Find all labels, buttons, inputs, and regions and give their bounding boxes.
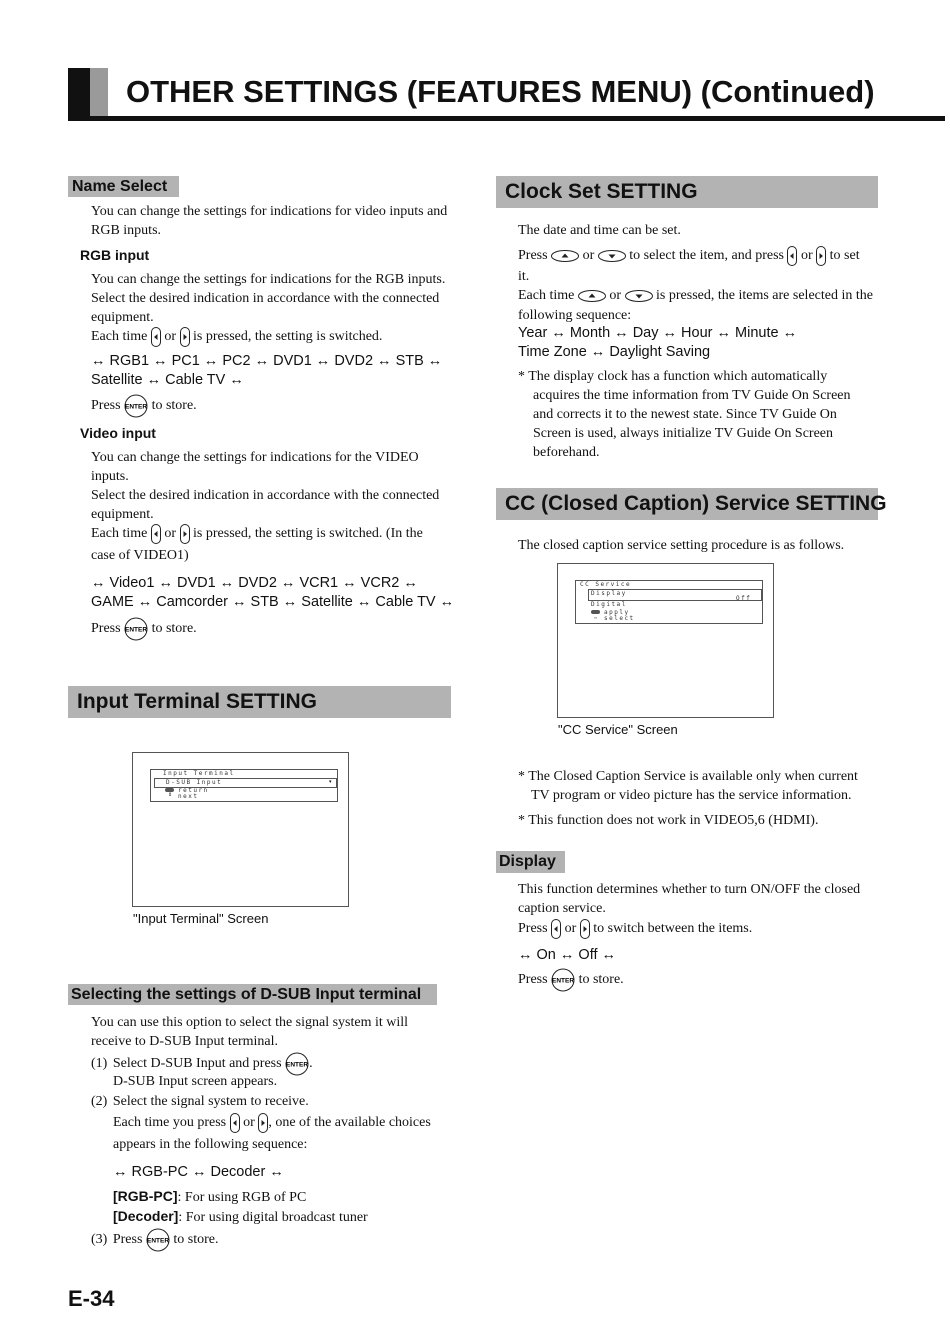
screen-next-label: next xyxy=(178,793,199,800)
rgb-input-body xyxy=(91,270,461,347)
cc-heading: CC (Closed Caption) Service SETTING xyxy=(505,492,887,515)
left-arrow-button-icon xyxy=(787,246,797,266)
text-span: Press xyxy=(91,398,121,414)
text-span: Each time xyxy=(91,526,148,542)
right-arrow-button-icon xyxy=(580,919,590,939)
text-span: to set xyxy=(829,248,860,263)
text-span: Each time you press xyxy=(113,1115,227,1131)
cc-service-screen xyxy=(557,563,774,718)
text-line: * This function does not work in VIDEO5,6 (HDMI). xyxy=(518,813,819,828)
text-span: Press xyxy=(112,1232,143,1248)
text-line: equipment. xyxy=(91,507,154,522)
text-span: Each time xyxy=(91,329,148,345)
text-span: or xyxy=(564,921,577,936)
clock-heading: Clock Set SETTING xyxy=(505,180,698,203)
text-span: is pressed, the items are selected in the xyxy=(656,288,873,303)
header-black-block xyxy=(68,68,90,116)
screen-display-label: Display xyxy=(591,590,627,597)
text-span: Press xyxy=(518,972,548,988)
text-span: to select the item, and press xyxy=(629,248,784,263)
page-number: E-34 xyxy=(68,1286,115,1311)
rgb-press-store xyxy=(91,394,197,418)
step-number: (2) xyxy=(91,1094,108,1110)
screen-digital-label: Digital xyxy=(591,601,627,608)
screen-updown-icon: ⇕ xyxy=(168,793,173,798)
text-line: inputs. xyxy=(91,469,129,484)
text-span: or xyxy=(243,1115,255,1131)
text-span: Press xyxy=(91,621,121,637)
right-arrow-button-icon xyxy=(816,246,826,266)
enter-button-icon xyxy=(124,617,148,641)
text-span: Press xyxy=(518,921,548,936)
text-line: You can use this option to select the signal system it will xyxy=(91,1015,409,1030)
text-span: or xyxy=(582,248,595,263)
text-line xyxy=(518,918,883,940)
right-arrow-button-icon xyxy=(180,327,190,347)
text-line: equipment. xyxy=(91,310,154,325)
text-line: it. xyxy=(518,269,530,284)
svg-text:ENTER: ENTER xyxy=(125,403,148,411)
video-press-store xyxy=(91,617,197,641)
step-2 xyxy=(91,1092,461,1111)
screen-leftright-icon: ⇔ xyxy=(593,616,598,621)
screen-return-key-icon xyxy=(165,788,174,792)
text-line xyxy=(91,524,461,544)
text-span: Select D-SUB Input and press xyxy=(112,1056,282,1072)
definition-decoder xyxy=(113,1207,463,1227)
text-line: * The Closed Caption Service is available only when current xyxy=(518,769,858,784)
cc-caption: "CC Service" Screen xyxy=(558,722,678,737)
video-input-heading: Video input xyxy=(80,425,156,441)
text-line: Select the desired indication in accordance with the connected xyxy=(91,488,440,503)
definition-rgbpc xyxy=(113,1187,463,1207)
display-heading: Display xyxy=(499,853,556,870)
video-input-body xyxy=(91,448,461,565)
screen-apply-label: apply xyxy=(604,609,630,616)
screen-row-label: D-SUB Input xyxy=(166,779,223,786)
cc-notes xyxy=(518,767,883,830)
left-arrow-button-icon xyxy=(151,327,161,347)
text-line: caption service. xyxy=(518,901,606,916)
text-line: appears in the following sequence: xyxy=(113,1137,308,1153)
text-span: is pressed, the setting is switched. xyxy=(193,329,383,345)
screen-title: CC Service xyxy=(580,581,632,588)
definition-text: : For using RGB of PC xyxy=(177,1190,307,1205)
text-line: case of VIDEO1) xyxy=(91,548,189,564)
text-span: to store. xyxy=(173,1232,219,1248)
sequence-line: Year ↔ Month ↔ Day ↔ Hour ↔ Minute ↔ xyxy=(518,325,798,341)
up-arrow-button-icon xyxy=(230,1113,240,1133)
display-body xyxy=(518,880,883,940)
step-number: (3) xyxy=(91,1232,108,1248)
header-rule xyxy=(68,116,945,121)
video-sequence xyxy=(91,574,461,612)
svg-text:ENTER: ENTER xyxy=(286,1061,309,1069)
definition-label: [RGB-PC] xyxy=(113,1188,178,1204)
dsub-sequence: ↔ RGB-PC ↔ Decoder ↔ xyxy=(113,1164,284,1180)
text-span: Each time xyxy=(518,288,575,303)
enter-button-icon xyxy=(551,968,575,992)
text-line xyxy=(91,327,461,347)
up-arrow-button-icon xyxy=(551,250,579,262)
right-arrow-button-icon xyxy=(180,524,190,544)
text-span: Press xyxy=(518,248,548,263)
text-line xyxy=(91,1112,461,1134)
down-arrow-button-icon xyxy=(258,1113,268,1133)
step-number: (1) xyxy=(91,1056,108,1072)
up-arrow-button-icon xyxy=(578,290,606,302)
text-span: Select the signal system to receive. xyxy=(112,1094,309,1110)
name-select-heading: Name Select xyxy=(72,178,168,195)
screen-title: Input Terminal xyxy=(163,770,235,777)
input-terminal-caption: "Input Terminal" Screen xyxy=(133,911,269,926)
text-line: beforehand. xyxy=(533,445,600,460)
definition-text: : For using digital broadcast tuner xyxy=(178,1210,368,1225)
left-arrow-button-icon xyxy=(151,524,161,544)
sequence-line: ↔ RGB1 ↔ PC1 ↔ PC2 ↔ DVD1 ↔ DVD2 ↔ STB ↔ xyxy=(91,353,443,369)
down-arrow-button-icon xyxy=(625,290,653,302)
text-span: to store. xyxy=(151,398,197,414)
rgb-sequence xyxy=(91,352,461,390)
text-span: is pressed, the setting is switched. (In the xyxy=(193,526,423,542)
definition-label: [Decoder] xyxy=(113,1208,179,1224)
text-line: acquires the time information from TV Guide On Screen xyxy=(533,388,851,403)
rgb-input-heading: RGB input xyxy=(80,247,150,263)
text-span: or xyxy=(800,248,813,263)
input-terminal-heading: Input Terminal SETTING xyxy=(77,690,317,713)
text-line: and corrects it to the newest state. Since TV Guide On xyxy=(533,407,837,422)
dsub-heading: Selecting the settings of D-SUB Input terminal xyxy=(71,986,422,1003)
screen-dropdown-icon: ▾ xyxy=(329,780,332,785)
sequence-line: ↔ Video1 ↔ DVD1 ↔ DVD2 ↔ VCR1 ↔ VCR2 ↔ xyxy=(91,575,418,591)
sequence-line: Satellite ↔ Cable TV ↔ xyxy=(91,372,244,388)
name-select-intro xyxy=(91,202,461,240)
text-line: You can change the settings for indications for the VIDEO xyxy=(91,450,419,465)
sequence-line: Time Zone ↔ Daylight Saving xyxy=(518,344,711,360)
text-line: Screen is used, always initialize TV Guide On Screen xyxy=(533,426,834,441)
page-title: OTHER SETTINGS (FEATURES MENU) (Continued) xyxy=(126,74,875,109)
text-span: or xyxy=(164,329,177,345)
text-span: to switch between the items. xyxy=(593,921,753,936)
enter-button-icon xyxy=(146,1228,170,1252)
text-line xyxy=(518,245,883,267)
screen-select-label: select xyxy=(604,615,635,622)
input-terminal-screen xyxy=(132,752,349,907)
text-line: RGB inputs. xyxy=(91,223,162,238)
sequence-line: GAME ↔ Camcorder ↔ STB ↔ Satellite ↔ Cable TV ↔ xyxy=(91,594,455,610)
header-gray-block xyxy=(90,68,108,116)
down-arrow-button-icon xyxy=(598,250,626,262)
text-line: You can change the settings for indications for the RGB inputs. xyxy=(91,272,446,287)
text-line: receive to D-SUB Input terminal. xyxy=(91,1034,279,1049)
text-line: TV program or video picture has the service information. xyxy=(531,788,852,803)
clock-line-1: The date and time can be set. xyxy=(518,223,681,238)
clock-note xyxy=(518,367,883,462)
svg-text:ENTER: ENTER xyxy=(552,977,575,985)
text-line: Select the desired indication in accordance with the connected xyxy=(91,291,440,306)
text-span: , one of the available choices xyxy=(268,1115,431,1131)
text-line xyxy=(518,286,883,306)
display-sequence: ↔ On ↔ Off ↔ xyxy=(518,947,617,963)
svg-text:ENTER: ENTER xyxy=(125,626,148,634)
text-span: to store. xyxy=(151,621,197,637)
clock-sequence xyxy=(518,324,883,362)
text-line: following sequence: xyxy=(518,308,632,323)
screen-apply-key-icon xyxy=(591,610,600,614)
text-span: or xyxy=(164,526,177,542)
enter-button-icon xyxy=(124,394,148,418)
svg-text:ENTER: ENTER xyxy=(146,1237,169,1245)
enter-button-icon xyxy=(285,1052,309,1076)
text-line: You can change the settings for indications for video inputs and xyxy=(91,204,448,219)
screen-return-label: return xyxy=(178,787,209,794)
dsub-steps xyxy=(91,1052,461,1154)
text-line: * The display clock has a function which automatically xyxy=(518,369,828,384)
text-line: D-SUB Input screen appears. xyxy=(113,1074,278,1090)
cc-intro: The closed caption service setting procedure is as follows. xyxy=(518,538,845,553)
screen-off-value: Off xyxy=(736,595,752,602)
dsub-step-3 xyxy=(91,1228,219,1252)
text-span: or xyxy=(609,288,622,303)
clock-press-block xyxy=(518,245,883,325)
display-press-store xyxy=(518,968,624,992)
text-span: to store. xyxy=(578,972,624,988)
text-line: This function determines whether to turn ON/OFF the closed xyxy=(518,882,861,897)
dsub-intro xyxy=(91,1013,461,1051)
left-arrow-button-icon xyxy=(551,919,561,939)
text-span: . xyxy=(309,1056,313,1072)
step-1 xyxy=(91,1052,461,1076)
dsub-definitions xyxy=(113,1187,463,1227)
